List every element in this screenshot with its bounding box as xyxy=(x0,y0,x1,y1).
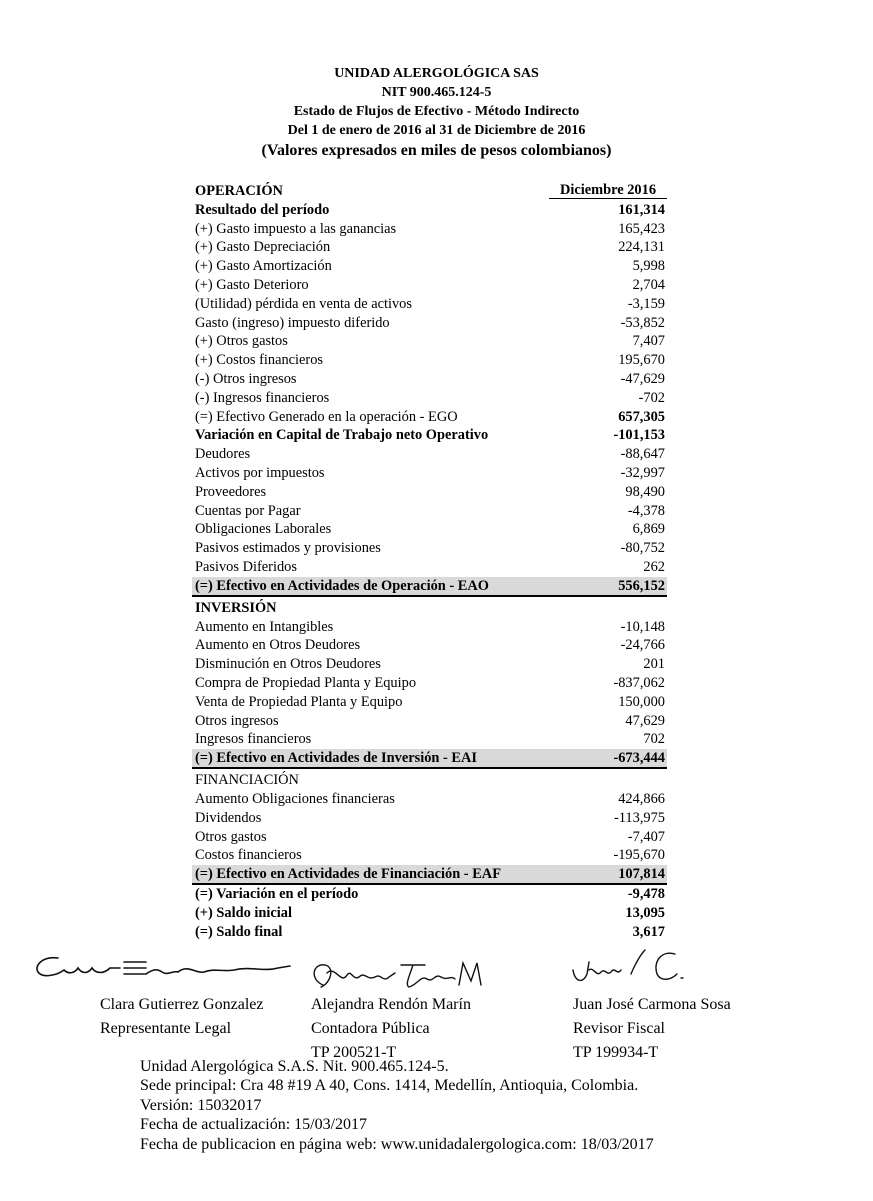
row-value: 13,095 xyxy=(625,904,665,921)
signature-representante xyxy=(28,950,298,990)
column-header: Diciembre 2016 xyxy=(549,182,667,199)
table-row xyxy=(192,332,667,351)
row-label: Variación en Capital de Trabajo neto Operativo xyxy=(195,427,489,444)
signature-revisor xyxy=(565,940,695,990)
total-label: (=) Efectivo en Actividades de Operación - EAO xyxy=(195,577,489,594)
row-label: (+) Saldo inicial xyxy=(195,904,292,921)
row-label: (+) Costos financieros xyxy=(195,352,324,369)
row-label: Aumento en Intangibles xyxy=(195,618,334,635)
statement-title: Estado de Flujos de Efectivo - Método Indirecto xyxy=(293,104,580,119)
row-label: Costos financieros xyxy=(195,847,302,864)
table-row xyxy=(192,712,667,731)
row-value: 657,305 xyxy=(618,408,665,425)
row-value: 195,670 xyxy=(618,352,665,369)
signer-name: Clara Gutierrez Gonzalez xyxy=(100,996,264,1013)
signer-role: Representante Legal xyxy=(100,1020,232,1037)
section-title: OPERACIÓN xyxy=(195,183,283,199)
table-row xyxy=(192,464,667,483)
document-footer xyxy=(140,1057,654,1154)
row-value: -9,478 xyxy=(627,886,665,903)
row-value: 98,490 xyxy=(625,483,665,500)
table-row xyxy=(192,885,667,904)
table-row xyxy=(192,809,667,828)
footer-update-date: Fecha de actualización: 15/03/2017 xyxy=(140,1116,368,1134)
row-value: -80,752 xyxy=(620,540,665,557)
row-label: Pasivos Diferidos xyxy=(195,558,297,575)
table-row xyxy=(192,238,667,257)
row-value: 262 xyxy=(643,558,665,575)
table-row xyxy=(192,636,667,655)
signer-tp: TP 199934-T xyxy=(573,1044,659,1061)
signer-representante xyxy=(100,993,263,1041)
row-label: Resultado del período xyxy=(195,201,330,218)
signer-name: Alejandra Rendón Marín xyxy=(311,996,471,1013)
row-value: -101,153 xyxy=(613,427,665,444)
row-label: (+) Gasto Depreciación xyxy=(195,239,331,256)
table-row xyxy=(192,201,667,220)
table-row xyxy=(192,408,667,427)
table-row xyxy=(192,828,667,847)
signer-role: Contadora Pública xyxy=(311,1020,430,1037)
signer-contadora xyxy=(311,993,471,1065)
total-row-financiacion xyxy=(192,865,667,885)
row-label: Disminución en Otros Deudores xyxy=(195,656,381,673)
row-label: (+) Otros gastos xyxy=(195,333,288,350)
row-label: Obligaciones Laborales xyxy=(195,521,332,538)
row-value: -4,378 xyxy=(627,502,665,519)
footer-company: Unidad Alergológica S.A.S. Nit. 900.465.124-5. xyxy=(140,1058,449,1075)
table-row xyxy=(192,846,667,865)
cash-flow-statement xyxy=(192,182,667,941)
table-row xyxy=(192,389,667,408)
table-row xyxy=(192,483,667,502)
total-label: (=) Efectivo en Actividades de Financiación - EAF xyxy=(195,866,501,883)
total-label: (=) Efectivo en Actividades de Inversión - EAI xyxy=(195,750,478,767)
row-label: (+) Gasto Deterioro xyxy=(195,276,309,293)
row-label: Activos por impuestos xyxy=(195,464,325,481)
row-value: 161,314 xyxy=(618,201,665,218)
company-nit: NIT 900.465.124-5 xyxy=(381,85,492,100)
total-row-operacion xyxy=(192,577,667,597)
section-title: INVERSIÓN xyxy=(195,599,277,616)
signer-name: Juan José Carmona Sosa xyxy=(573,996,731,1013)
table-row xyxy=(192,370,667,389)
table-row xyxy=(192,904,667,923)
row-value: -837,062 xyxy=(613,674,665,691)
table-row xyxy=(192,790,667,809)
row-label: (=) Efectivo Generado en la operación - EGO xyxy=(195,408,458,425)
row-value: 702 xyxy=(643,731,665,748)
row-label: Cuentas por Pagar xyxy=(195,502,301,519)
table-row xyxy=(192,276,667,295)
row-label: Proveedores xyxy=(195,483,267,500)
row-value: -702 xyxy=(638,389,665,406)
row-label: Venta de Propiedad Planta y Equipo xyxy=(195,693,403,710)
row-label: Compra de Propiedad Planta y Equipo xyxy=(195,674,417,691)
row-value: 2,704 xyxy=(632,276,665,293)
row-label: Ingresos financieros xyxy=(195,731,312,748)
table-row xyxy=(192,923,667,942)
table-row xyxy=(192,257,667,276)
row-label: Dividendos xyxy=(195,809,262,826)
row-value: 201 xyxy=(643,656,665,673)
row-value: 5,998 xyxy=(632,258,665,275)
table-row xyxy=(192,730,667,749)
table-row xyxy=(192,655,667,674)
row-value: 224,131 xyxy=(618,239,665,256)
row-label: Otros gastos xyxy=(195,828,267,845)
row-value: -32,997 xyxy=(620,464,665,481)
table-row xyxy=(192,220,667,239)
signer-role: Revisor Fiscal xyxy=(573,1020,665,1037)
table-row xyxy=(192,295,667,314)
row-label: (Utilidad) pérdida en venta de activos xyxy=(195,295,412,312)
footer-publication: Fecha de publicacion en página web: www.unidadalergologica.com: 18/03/2017 xyxy=(140,1135,654,1153)
footer-version: Versión: 15032017 xyxy=(140,1096,262,1114)
table-row xyxy=(192,558,667,577)
row-value: -53,852 xyxy=(620,314,665,331)
row-value: 165,423 xyxy=(618,220,665,237)
table-row xyxy=(192,445,667,464)
table-row xyxy=(192,314,667,333)
section-header-financiacion xyxy=(192,771,667,790)
table-row xyxy=(192,539,667,558)
section-header-inversion xyxy=(192,599,667,618)
table-row xyxy=(192,351,667,370)
row-value: 150,000 xyxy=(618,693,665,710)
row-label: Gasto (ingreso) impuesto diferido xyxy=(195,314,390,331)
row-value: -10,148 xyxy=(620,618,665,635)
row-value: -7,407 xyxy=(627,828,665,845)
row-value: -24,766 xyxy=(620,637,665,654)
row-label: (+) Gasto impuesto a las ganancias xyxy=(195,220,397,237)
total-row-inversion xyxy=(192,749,667,769)
row-value: 6,869 xyxy=(632,521,665,538)
row-label: (=) Saldo final xyxy=(195,923,283,940)
section-header-operacion xyxy=(192,182,667,201)
row-label: Otros ingresos xyxy=(195,712,279,729)
total-value: -673,444 xyxy=(613,750,665,767)
row-label: Deudores xyxy=(195,446,251,463)
table-row xyxy=(192,426,667,445)
table-row xyxy=(192,693,667,712)
signature-contadora xyxy=(305,955,495,995)
document-header xyxy=(0,64,873,161)
row-label: (=) Variación en el período xyxy=(195,886,359,903)
signer-revisor xyxy=(573,993,731,1065)
footer-address: Sede principal: Cra 48 #19 A 40, Cons. 1414, Medellín, Antioquia, Colombia. xyxy=(140,1077,639,1095)
row-label: Aumento Obligaciones financieras xyxy=(195,790,395,807)
row-value: -3,159 xyxy=(627,295,665,312)
row-value: -113,975 xyxy=(613,809,665,826)
table-row xyxy=(192,502,667,521)
row-value: 424,866 xyxy=(618,790,665,807)
table-row xyxy=(192,520,667,539)
row-label: (-) Ingresos financieros xyxy=(195,389,330,406)
total-value: 556,152 xyxy=(618,577,665,594)
table-row xyxy=(192,674,667,693)
row-value: 3,617 xyxy=(632,923,665,940)
row-value: 7,407 xyxy=(632,333,665,350)
statement-period: Del 1 de enero de 2016 al 31 de Diciembre de 2016 xyxy=(287,123,586,138)
row-value: -88,647 xyxy=(620,446,665,463)
row-value: 47,629 xyxy=(625,712,665,729)
company-name: UNIDAD ALERGOLÓGICA SAS xyxy=(334,66,539,81)
signer-tp: TP 200521-T xyxy=(311,1044,397,1061)
row-label: (+) Gasto Amortización xyxy=(195,258,332,275)
row-label: Aumento en Otros Deudores xyxy=(195,637,361,654)
row-value: -47,629 xyxy=(620,370,665,387)
table-row xyxy=(192,618,667,637)
row-value: -195,670 xyxy=(613,847,665,864)
total-value: 107,814 xyxy=(618,866,665,883)
statement-units: (Valores expresados en miles de pesos colombianos) xyxy=(261,142,612,159)
section-title: FINANCIACIÓN xyxy=(195,772,299,789)
row-label: (-) Otros ingresos xyxy=(195,370,297,387)
row-label: Pasivos estimados y provisiones xyxy=(195,540,381,557)
